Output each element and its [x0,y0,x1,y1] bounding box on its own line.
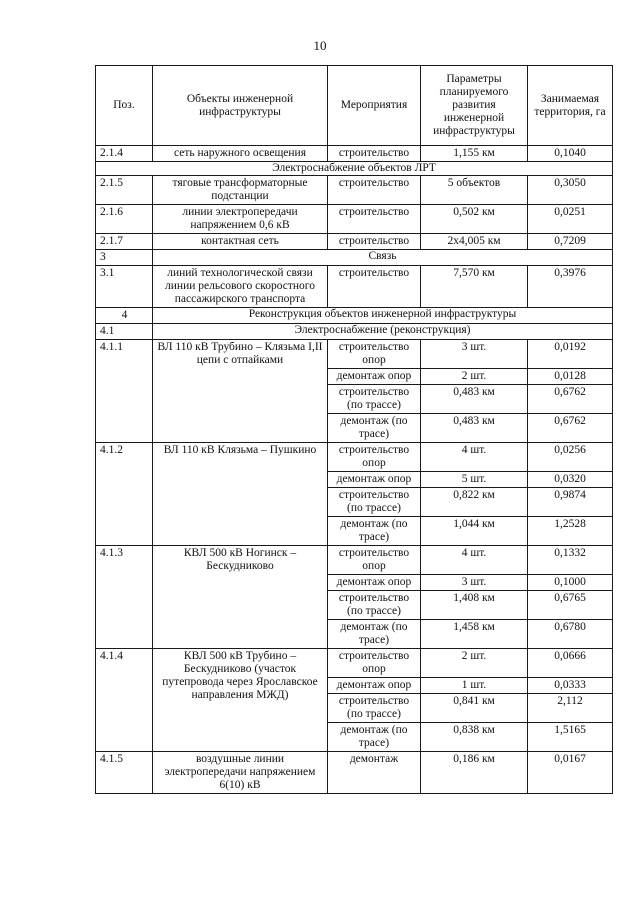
cell-measure: строительство опор [328,340,421,369]
cell-param: 0,483 км [421,385,528,414]
section-title: Связь [153,250,613,266]
section-row [96,308,613,324]
cell-param: 0,186 км [421,752,528,794]
cell-object: ВЛ 110 кВ Трубино – Клязьма I,II цепи с отпайками [153,340,328,443]
cell-pos: 3 [96,250,153,266]
cell-area: 0,0192 [528,340,613,369]
cell-pos: 4.1 [96,324,153,340]
cell-pos: 4.1.4 [96,649,153,752]
cell-object: ВЛ 110 кВ Клязьма – Пушкино [153,443,328,546]
cell-object: сеть наружного освещения [153,146,328,162]
cell-param: 1,458 км [421,620,528,649]
cell-object: воздушные линии электропередачи напряжением 6(10) кВ [153,752,328,794]
cell-area: 0,0333 [528,678,613,694]
cell-area: 0,3976 [528,266,613,308]
cell-area: 0,3050 [528,176,613,205]
header-measures: Мероприятия [328,66,421,146]
cell-measure: строительство опор [328,546,421,575]
cell-measure: строительство [328,205,421,234]
cell-param: 1 шт. [421,678,528,694]
cell-pos: 4 [96,308,153,324]
cell-area: 0,7209 [528,234,613,250]
cell-measure: строительство (по трассе) [328,488,421,517]
section-row [96,250,613,266]
cell-area: 0,0256 [528,443,613,472]
cell-pos: 2.1.4 [96,146,153,162]
cell-measure: демонтаж опор [328,369,421,385]
cell-measure: демонтаж [328,752,421,794]
table-row [96,205,613,234]
table-row [96,546,613,575]
cell-area: 0,9874 [528,488,613,517]
cell-measure: строительство [328,234,421,250]
table-row [96,649,613,678]
engineering-infrastructure-table [95,65,613,794]
table-row [96,146,613,162]
table-row [96,443,613,472]
table-header-row [96,66,613,146]
cell-pos: 3.1 [96,266,153,308]
cell-area: 0,1040 [528,146,613,162]
table-row [96,234,613,250]
cell-object: КВЛ 500 кВ Ногинск – Бескудниково [153,546,328,649]
cell-area: 1,5165 [528,723,613,752]
cell-area: 0,0666 [528,649,613,678]
cell-measure: строительство опор [328,649,421,678]
cell-object: контактная сеть [153,234,328,250]
table-row [96,176,613,205]
cell-measure: строительство (по трассе) [328,694,421,723]
cell-param: 3 шт. [421,575,528,591]
header-pos: Поз. [96,66,153,146]
cell-area: 2,112 [528,694,613,723]
cell-param: 0,502 км [421,205,528,234]
section-title: Электроснабжение (реконструкция) [153,324,613,340]
cell-param: 3 шт. [421,340,528,369]
cell-measure: демонтаж (по трасе) [328,620,421,649]
cell-param: 7,570 км [421,266,528,308]
cell-object: тяговые трансформаторные подстанции [153,176,328,205]
cell-measure: строительство (по трассе) [328,385,421,414]
cell-area: 0,6780 [528,620,613,649]
cell-pos: 4.1.2 [96,443,153,546]
section-title: Электроснабжение объектов ЛРТ [96,162,613,176]
cell-param: 4 шт. [421,443,528,472]
cell-measure: демонтаж опор [328,472,421,488]
section-title: Реконструкция объектов инженерной инфраструктуры [153,308,613,324]
cell-measure: демонтаж (по трасе) [328,414,421,443]
cell-measure: строительство опор [328,443,421,472]
cell-param: 0,841 км [421,694,528,723]
cell-measure: строительство [328,266,421,308]
cell-measure: демонтаж (по трасе) [328,723,421,752]
cell-param: 0,838 км [421,723,528,752]
cell-param: 5 шт. [421,472,528,488]
cell-area: 0,1332 [528,546,613,575]
cell-param: 2x4,005 км [421,234,528,250]
cell-measure: строительство [328,146,421,162]
cell-measure: строительство (по трассе) [328,591,421,620]
cell-pos: 4.1.1 [96,340,153,443]
cell-pos: 2.1.7 [96,234,153,250]
cell-param: 1,044 км [421,517,528,546]
header-params: Параметры планируемого развития инженерной инфраструктуры [421,66,528,146]
cell-param: 2 шт. [421,649,528,678]
cell-param: 4 шт. [421,546,528,575]
table-row [96,752,613,794]
cell-area: 0,0167 [528,752,613,794]
table-row [96,340,613,369]
cell-object: линии электропередачи напряжением 0,6 кВ [153,205,328,234]
cell-measure: демонтаж (по трасе) [328,517,421,546]
cell-pos: 2.1.6 [96,205,153,234]
header-area: Занимаемая территория, га [528,66,613,146]
cell-param: 1,155 км [421,146,528,162]
header-objects: Объекты инженерной инфраструктуры [153,66,328,146]
cell-pos: 4.1.3 [96,546,153,649]
cell-param: 5 объектов [421,176,528,205]
cell-area: 0,6765 [528,591,613,620]
cell-area: 0,6762 [528,385,613,414]
cell-measure: строительство [328,176,421,205]
section-row [96,162,613,176]
cell-param: 2 шт. [421,369,528,385]
cell-area: 1,2528 [528,517,613,546]
cell-param: 0,483 км [421,414,528,443]
cell-area: 0,1000 [528,575,613,591]
cell-measure: демонтаж опор [328,678,421,694]
cell-area: 0,6762 [528,414,613,443]
cell-object: линий технологической связи линии рельсового скоростного пассажирского транспорта [153,266,328,308]
cell-area: 0,0251 [528,205,613,234]
cell-area: 0,0320 [528,472,613,488]
cell-pos: 4.1.5 [96,752,153,794]
page-number: 10 [313,38,327,53]
cell-param: 1,408 км [421,591,528,620]
cell-object: КВЛ 500 кВ Трубино – Бескудниково (участок путепровода через Ярославское направления МЖД) [153,649,328,752]
cell-area: 0,0128 [528,369,613,385]
cell-pos: 2.1.5 [96,176,153,205]
table-row [96,266,613,308]
section-row [96,324,613,340]
cell-measure: демонтаж опор [328,575,421,591]
cell-param: 0,822 км [421,488,528,517]
